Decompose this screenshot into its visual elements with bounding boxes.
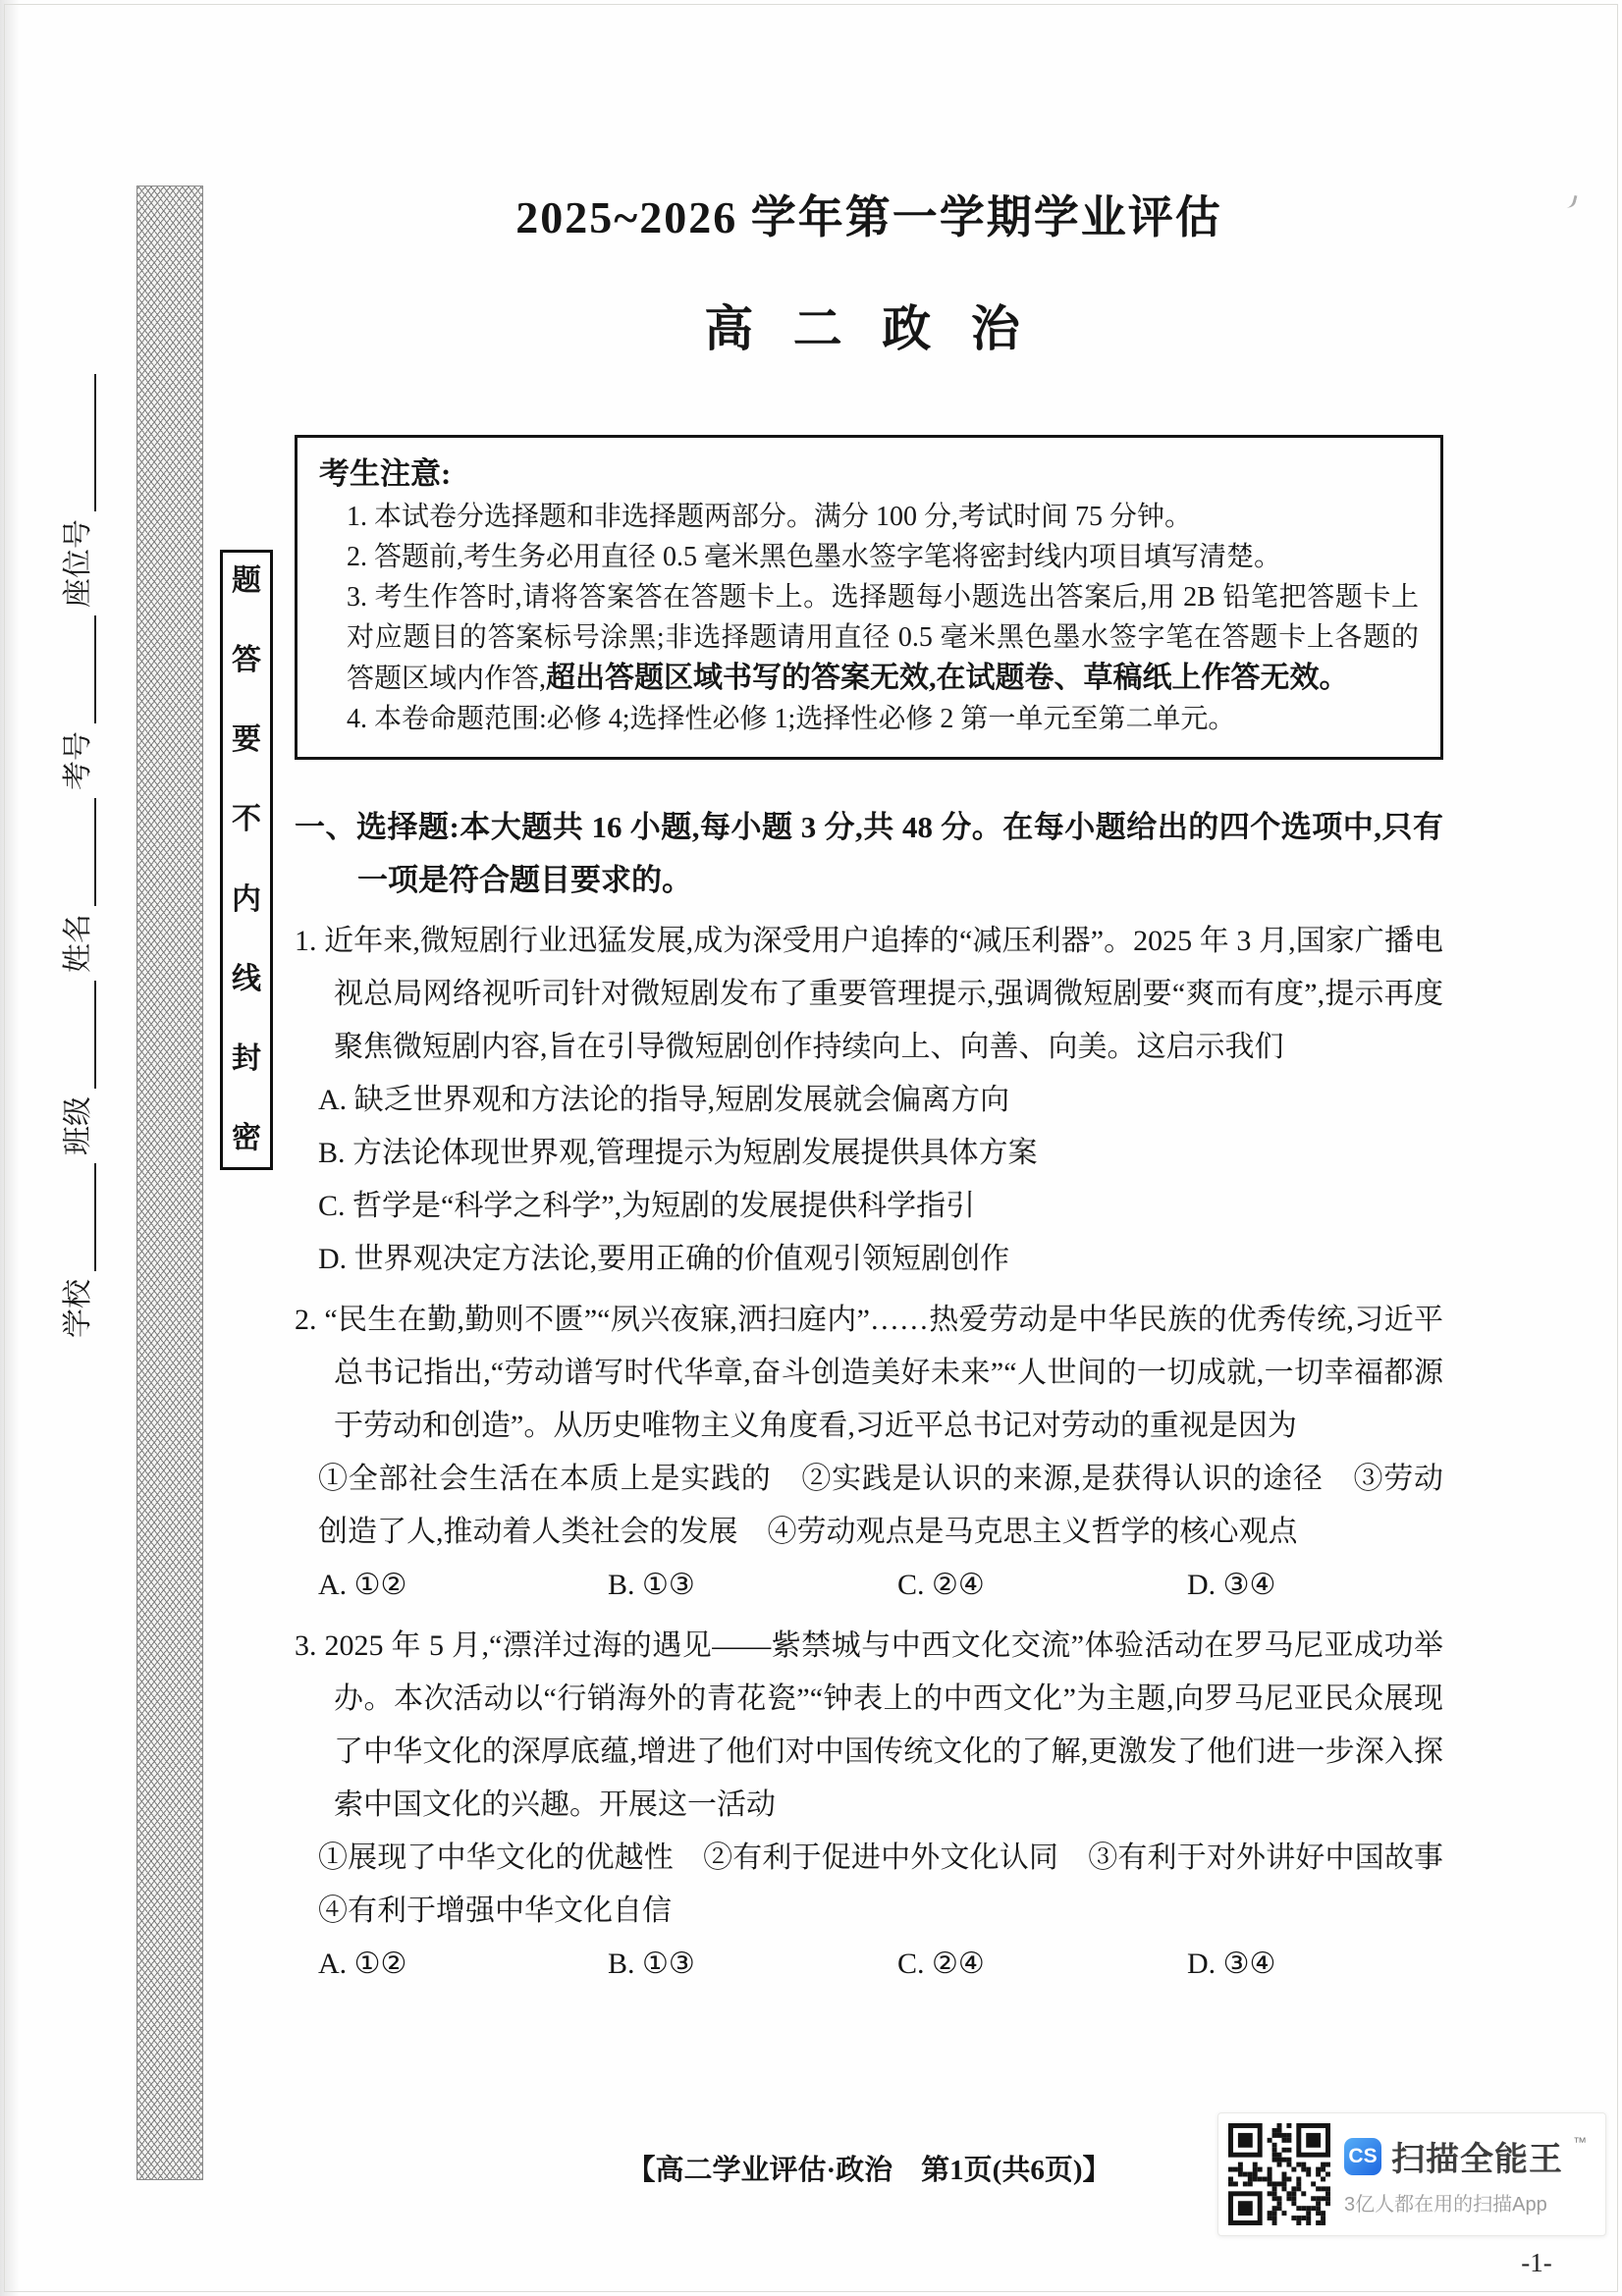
question-3: [295, 1620, 1473, 1991]
seal-field-blank: [61, 981, 96, 1089]
camscanner-watermark: [1217, 2112, 1606, 2236]
notice-item-3-emphasis: 超出答题区域书写的答案无效,在试题卷、草稿纸上作答无效。: [546, 662, 1349, 694]
notice-item-3-text: 3. 考生作答时,请将答案答在答题卡上。选择题每小题选出答案后,用 2B 铅笔把答题卡上对应题目的答案标号涂黑;非选择题请用直径 0.5 毫米黑色墨水签字笔在答题卡上各题的答题区域内作答,: [347, 582, 1419, 694]
seal-line-fields: [55, 436, 96, 1340]
notice-item-4: 4. 本卷命题范围:必修 4;选择性必修 1;选择性必修 2 第一单元至第二单元。: [347, 704, 1236, 734]
question-1: [295, 915, 1443, 1286]
seal-field-blank: [61, 798, 96, 906]
trademark-symbol: ™: [1573, 2134, 1587, 2150]
ink-mark: [1563, 193, 1577, 209]
question-3-option-c: C. ②④: [897, 1948, 985, 1980]
question-3-options-row: [295, 1938, 1443, 1991]
question-2-stem: 2. “民生在勤,勤则不匮”“夙兴夜寐,洒扫庭内”……热爱劳动是中华民族的优秀传统,习近平总书记指出,“劳动谱写时代华章,奋斗创造美好未来”“人世间的一切成就,一切幸福都源于劳动和创造”。从历史唯物主义角度看,习近平总书记对劳动的重视是因为: [295, 1304, 1443, 1442]
seal-field-blank: [61, 1163, 96, 1271]
exam-subject: 高 二 政 治: [704, 301, 1034, 356]
seal-field-class: [61, 975, 96, 1157]
question-1-option-a: A. 缺乏世界观和方法论的指导,短剧发展就会偏离方向: [318, 1084, 1010, 1116]
question-3-statements: ①展现了中华文化的优越性 ②有利于促进中外文化认同 ③有利于对外讲好中国故事 ④有利于增强中华文化自信: [318, 1842, 1473, 1927]
section-heading: 一、选择题:本大题共 16 小题,每小题 3 分,共 48 分。在每小题给出的四个选项中,只有一项是符合题目要求的。: [295, 810, 1443, 897]
notice-box: [295, 435, 1443, 760]
question-2-option-c: C. ②④: [897, 1569, 985, 1601]
seal-field-seat-number: [61, 368, 96, 610]
question-2-option-d: D. ③④: [1187, 1569, 1276, 1601]
camscanner-subtitle: 3亿人都在用的扫描App: [1344, 2194, 1547, 2216]
question-1-option-d: D. 世界观决定方法论,要用正确的价值观引领短剧创作: [318, 1243, 1010, 1275]
camscanner-logo: CS: [1344, 2138, 1381, 2175]
question-1-option-c: C. 哲学是“科学之科学”,为短剧的发展提供科学指引: [318, 1190, 976, 1222]
seal-field-school: [61, 1157, 96, 1340]
question-2-options-row: [295, 1559, 1443, 1612]
notice-item-1: 1. 本试卷分选择题和非选择题两部分。满分 100 分,考试时间 75 分钟。: [347, 502, 1193, 532]
camscanner-text-block: [1344, 2132, 1587, 2216]
question-2: [295, 1294, 1443, 1612]
notice-item-3: [319, 577, 1419, 699]
seal-field-name: [61, 792, 96, 975]
question-1-option-b: B. 方法论体现世界观,管理提示为短剧发展提供具体方案: [318, 1137, 1038, 1169]
question-2-statements: ①全部社会生活在本质上是实践的 ②实践是认识的来源,是获得认识的途径 ③劳动创造了人,推动着人类社会的发展 ④劳动观点是马克思主义哲学的核心观点: [318, 1463, 1443, 1548]
seal-warning-box: 密 封 线 内 不 要 答 题: [220, 550, 273, 1170]
seal-field-blank: [61, 615, 96, 723]
notice-item-2: 2. 答题前,考生务必用直径 0.5 毫米黑色墨水签字笔将密封线内项目填写清楚。: [347, 542, 1282, 572]
question-3-option-b: B. ①③: [608, 1948, 695, 1980]
seal-field-label: 考号: [62, 731, 94, 790]
qr-code: [1228, 2123, 1330, 2225]
page-footer: 【高二学业评估·政治 第1页(共6页)】: [626, 2155, 1111, 2186]
exam-title: 2025~2026 学年第一学期学业评估: [515, 192, 1222, 242]
question-3-option-d: D. ③④: [1187, 1948, 1276, 1980]
question-1-stem: 1. 近年来,微短剧行业迅猛发展,成为深受用户追捧的“减压利器”。2025 年 3 月,国家广播电视总局网络视听司针对微短剧发布了重要管理提示,强调微短剧要“爽而有度”,提示再度聚焦微短剧内容,旨在引导微短剧创作持续向上、向善、向美。这启示我们: [295, 925, 1443, 1063]
camscanner-brand: 扫描全能王: [1391, 2141, 1563, 2178]
seal-field-blank: [61, 374, 96, 511]
question-3-option-a: A. ①②: [318, 1948, 407, 1980]
scan-edge-shadow: [0, 0, 20, 2296]
seal-field-label: 班级: [62, 1096, 94, 1155]
page-number: -1-: [1521, 2248, 1552, 2277]
seal-field-exam-number: [61, 610, 96, 792]
binding-hatch-strip: [137, 187, 202, 2179]
seal-field-label: 座位号: [62, 519, 94, 608]
question-2-option-b: B. ①③: [608, 1569, 695, 1601]
content-column: [295, 0, 1473, 1991]
question-2-option-a: A. ①②: [318, 1569, 407, 1601]
notice-heading: 考生注意:: [319, 456, 452, 491]
question-3-stem: 3. 2025 年 5 月,“漂洋过海的遇见——紫禁城与中西文化交流”体验活动在罗马尼亚成功举办。本次活动以“行销海外的青花瓷”“钟表上的中西文化”为主题,向罗马尼亚民众展现了中华文化的深厚底蕴,增进了他们对中国传统文化的了解,更激发了他们进一步深入探索中国文化的兴趣。开展这一活动: [295, 1629, 1443, 1821]
seal-field-label: 姓名: [62, 914, 94, 973]
seal-field-label: 学校: [62, 1279, 94, 1338]
